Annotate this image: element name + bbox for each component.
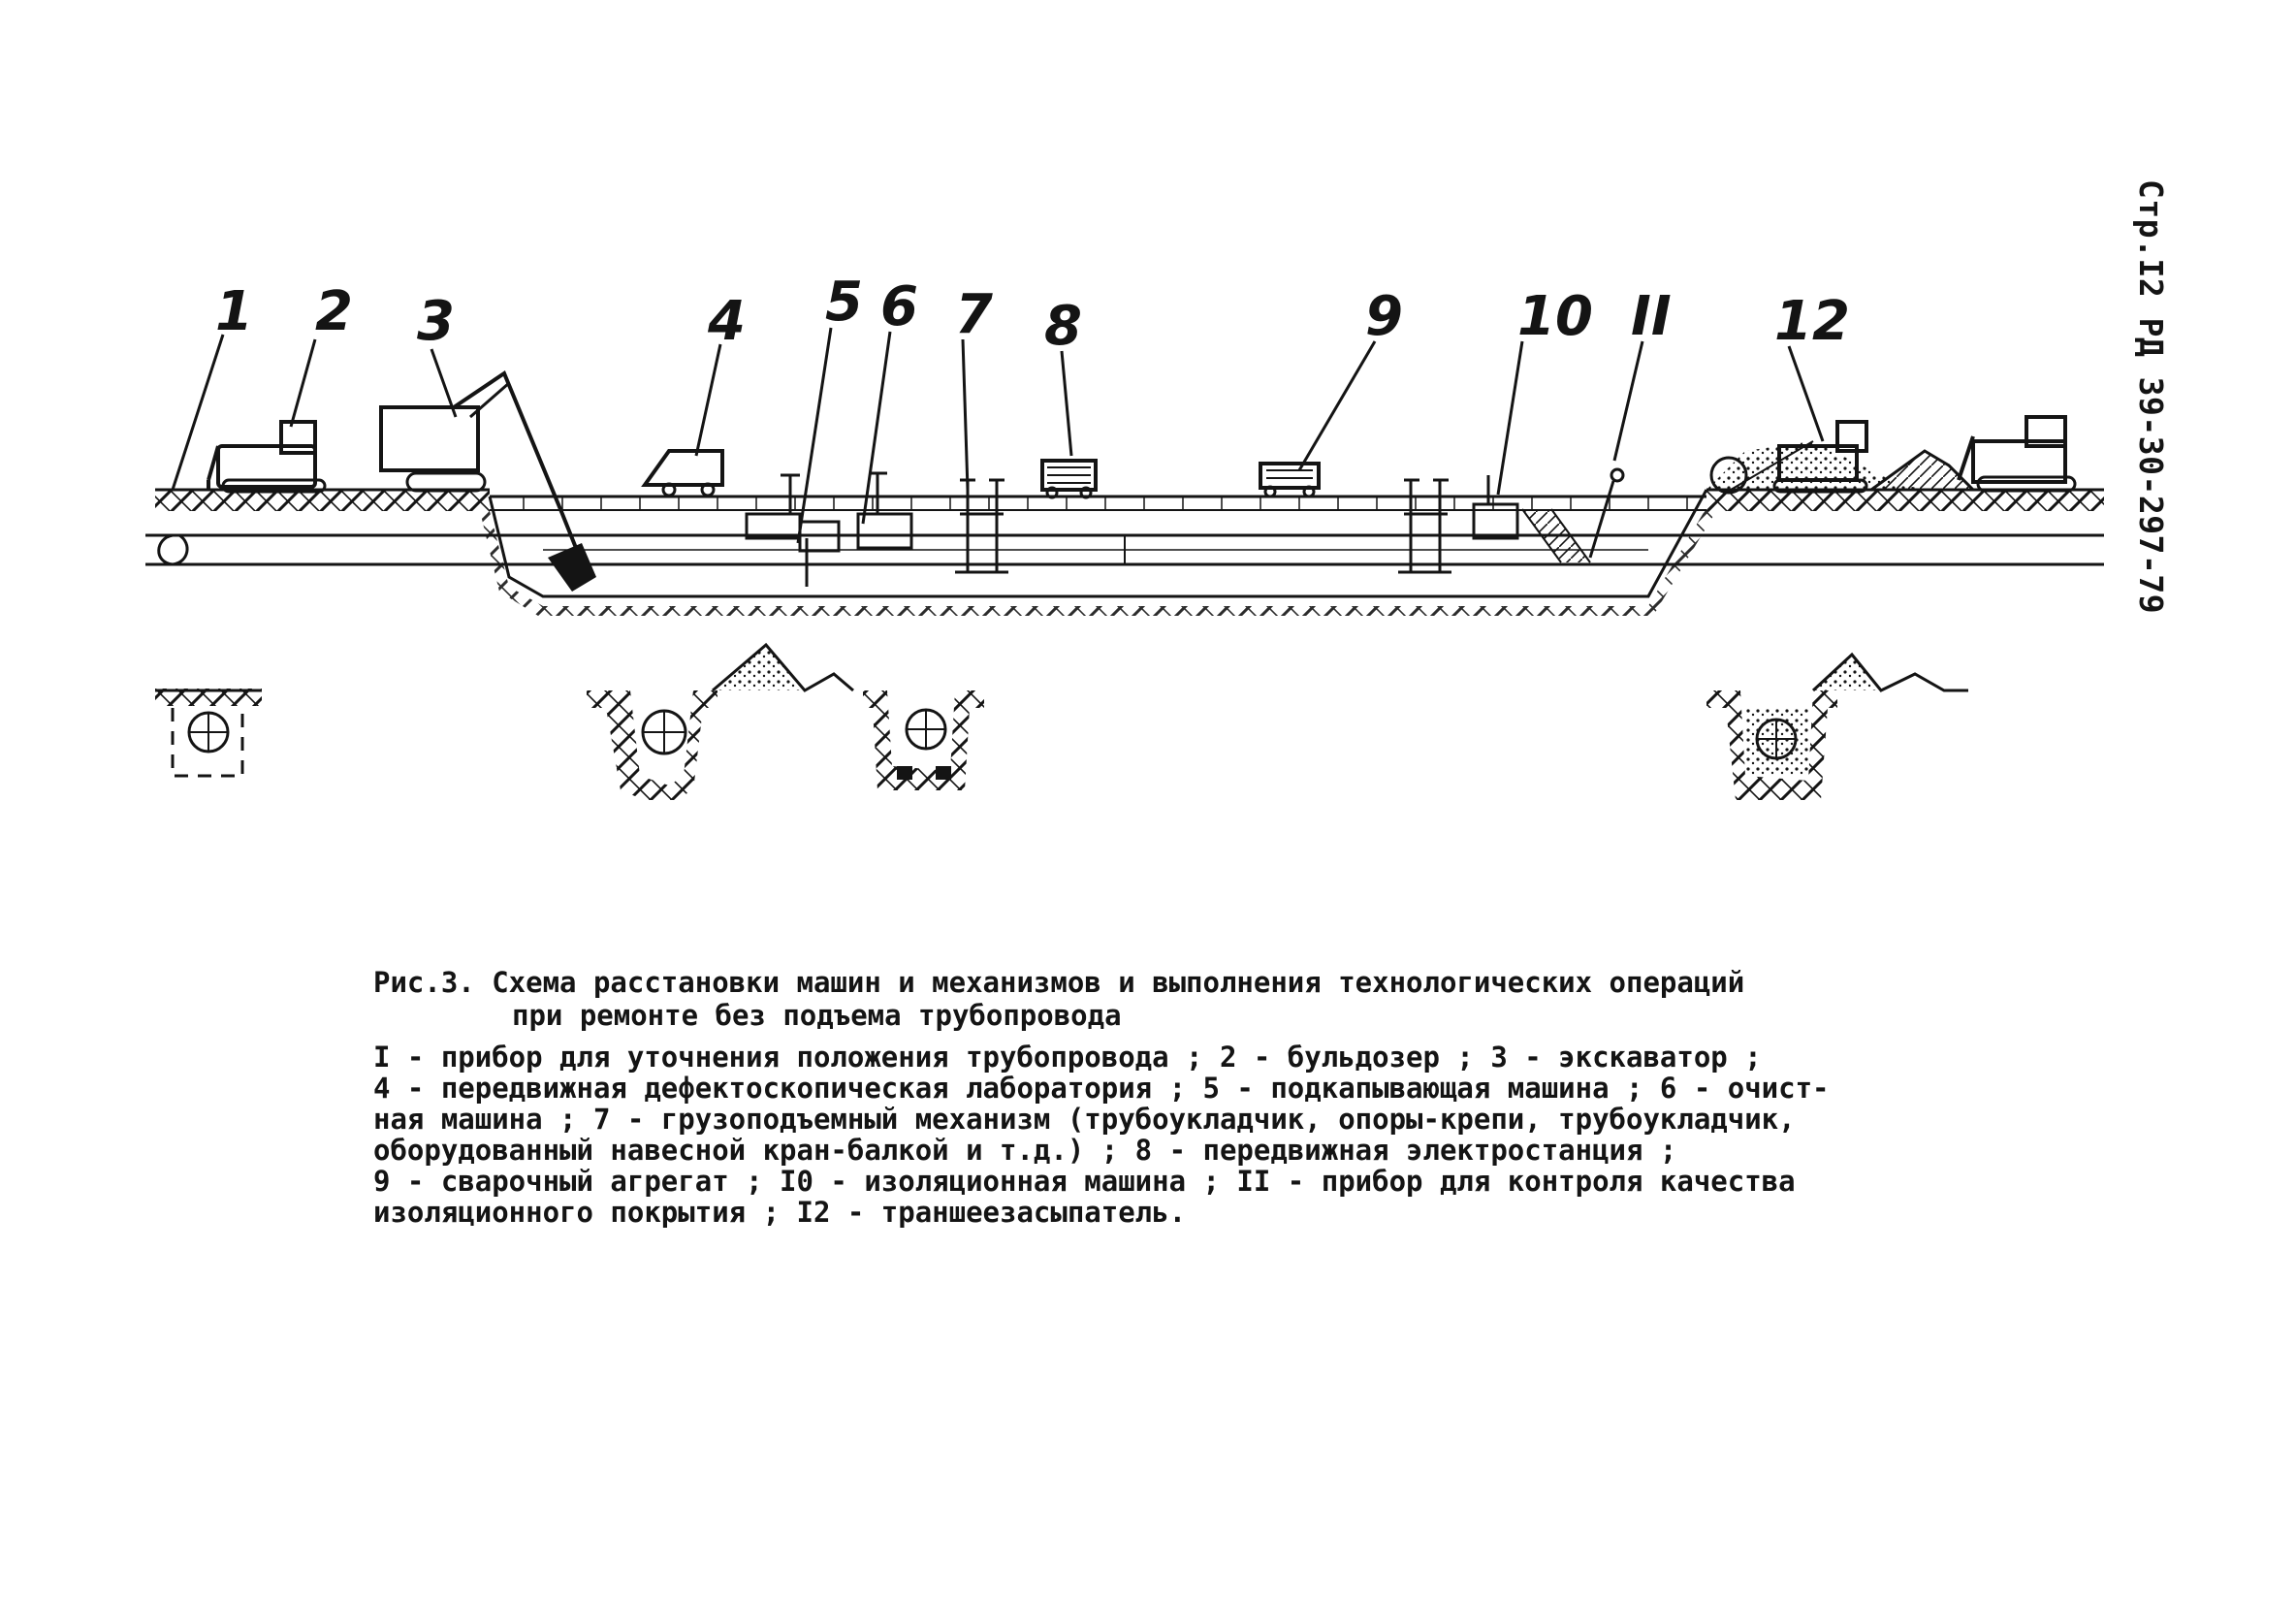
- lab-vehicle-4: [645, 451, 722, 496]
- callout-2: 2: [315, 280, 353, 343]
- ground-profile: [155, 441, 2104, 616]
- cross-section-b: [587, 645, 853, 800]
- legend-line: изоляционного покрытия ; I2 - траншеезасыпатель.: [373, 1196, 1187, 1229]
- legend-line: ная машина ; 7 - грузоподъемный механизм (трубоукладчик, опоры-крепи, трубоукладчик,: [373, 1103, 1796, 1136]
- callout-4: 4: [708, 290, 746, 353]
- bulldozer-right: [1959, 417, 2075, 491]
- callout-6: 6: [880, 275, 918, 338]
- callout-11: II: [1631, 285, 1672, 348]
- caption-title-line2: при ремонте без подъема трубопровода: [512, 999, 1122, 1032]
- legend-line: оборудованный навесной кран-балкой и т.д.) ; 8 - передвижная электростанция ;: [373, 1134, 1677, 1167]
- callout-10: 10: [1517, 285, 1593, 348]
- power-station-8: [1042, 461, 1096, 497]
- caption-title-line1: Рис.3. Схема расстановки машин и механизмов и выполнения технологических операций: [373, 966, 1745, 999]
- cross-section-d: [1706, 655, 1968, 800]
- callout-5: 5: [825, 271, 863, 334]
- digging-machine-5: [747, 475, 839, 587]
- callout-1: 1: [215, 280, 253, 343]
- page-reference-stamp: Стр.I2 РД 39-30-297-79: [2132, 179, 2170, 615]
- bulldozer-2: [208, 422, 325, 492]
- callout-9: 9: [1365, 285, 1403, 348]
- cross-section-a: [155, 689, 262, 776]
- callout-3: 3: [417, 290, 455, 353]
- legend-line: 4 - передвижная дефектоскопическая лаборатория ; 5 - подкапывающая машина ; 6 - очист-: [373, 1072, 1830, 1105]
- legend-line: I - прибор для уточнения положения трубопровода ; 2 - бульдозер ; 3 - экскаватор ;: [373, 1041, 1762, 1074]
- excavator-3: [381, 373, 596, 592]
- cross-section-c: [863, 690, 984, 790]
- pipeline: [145, 535, 2104, 564]
- figure-caption: [373, 966, 2022, 1228]
- lifting-mechanism-7: [955, 480, 1451, 572]
- quality-device-11: [1590, 469, 1623, 558]
- callout-7: 7: [955, 283, 993, 346]
- callout-8: 8: [1044, 295, 1082, 358]
- callout-labels: [215, 271, 1850, 358]
- legend-line: 9 - сварочный агрегат ; I0 - изоляционная машина ; II - прибор для контроля качества: [373, 1165, 1796, 1198]
- callout-12: 12: [1774, 290, 1850, 353]
- welding-unit-9: [1260, 464, 1319, 497]
